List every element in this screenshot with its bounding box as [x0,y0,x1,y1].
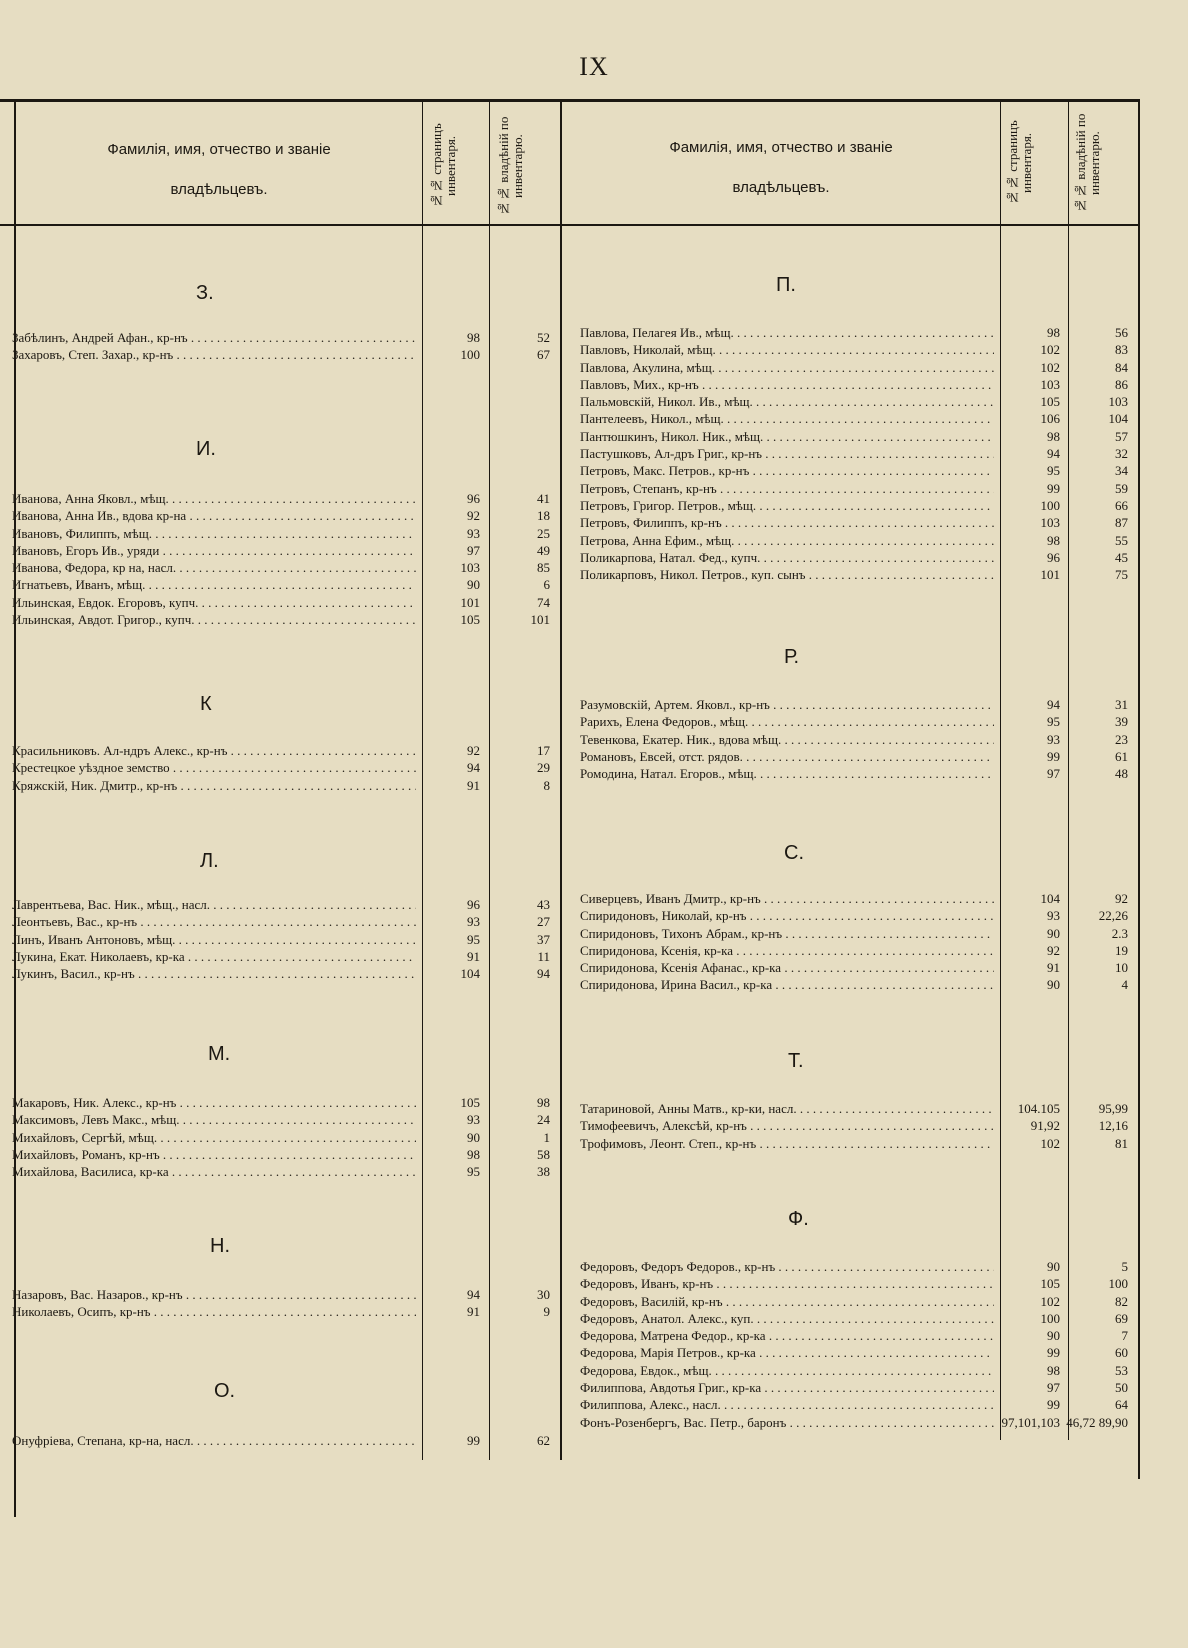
table-row [580,1258,1136,1275]
owner-name: Федоровъ, Василій, кр-нъ . . . [580,1293,994,1310]
inventory-page-number: 97,101,103 [1001,1414,1060,1430]
inventory-page-number: 91,92 [1030,1118,1060,1134]
holding-number: 66 [1115,497,1128,513]
table-row [12,1129,558,1146]
owner-name: Татариновой, Анны Матв., кр-ки, насл. . . . [580,1100,994,1117]
letter-heading-k: К [200,693,212,715]
table-row [12,742,558,759]
inventory-page-number: 91 [1047,960,1060,976]
table-row [580,1293,1136,1310]
inventory-page-number: 98 [1047,325,1060,340]
holding-number: 34 [1115,463,1128,479]
owner-name: Спиридоновъ, Тихонъ Абрам., кр-нъ . . . [580,925,994,942]
owner-name: Красильниковъ. Ал-ндръ Алекс., кр-нъ . . . [12,742,416,759]
holding-number: 98 [537,1095,550,1110]
owner-name: Лаврентьева, Вас. Ник., мѣщ., насл. . . . [12,896,416,913]
table-row [580,341,1136,358]
inventory-page-number: 98 [467,1146,480,1162]
holding-number: 85 [537,560,550,576]
table-row [580,549,1136,566]
table-row [580,890,1136,907]
holding-number: 46,72 89,90 [1066,1414,1128,1430]
inventory-page-number: 99 [1047,480,1060,496]
inventory-page-number: 94 [467,1287,480,1302]
owner-name: Крестецкое уѣздное земство . . . [12,759,416,776]
owner-name: Спиридоновъ, Николай, кр-нъ . . . [580,907,994,924]
letter-heading-i: И. [196,438,216,460]
holding-number: 100 [1108,1276,1128,1292]
left-owner-header: №№ владѣній по инвентарю. [496,116,525,216]
group-s [580,890,1136,994]
holding-number: 38 [537,1164,550,1180]
table-row [580,532,1136,549]
inventory-page-number: 92 [467,743,480,758]
owner-name: Федоровъ, Федоръ Федоров., кр-нъ . . . [580,1258,994,1275]
inventory-page-number: 106 [1040,411,1060,427]
table-row [580,1275,1136,1292]
holding-number: 23 [1115,731,1128,747]
table-row [12,525,558,542]
inventory-page-number: 91 [467,777,480,793]
owner-name: Линъ, Иванъ Антоновъ, мѣщ. . . . [12,931,416,948]
inventory-page-number: 96 [1047,549,1060,565]
group-f [580,1258,1136,1431]
holding-number: 69 [1115,1310,1128,1326]
table-row [12,1286,558,1303]
inventory-page-number: 99 [1047,1345,1060,1361]
table-row [580,462,1136,479]
owner-name: Филиппова, Авдотья Григ., кр-ка . . . [580,1379,994,1396]
inventory-page-number: 102 [1040,359,1060,375]
inventory-page-number: 99 [1047,1397,1060,1413]
owner-name: Спиридонова, Ксенія, кр-ка . . . [580,942,994,959]
page-number: IX [579,52,609,81]
table-row [580,696,1136,713]
table-row [12,559,558,576]
inventory-page-number: 99 [467,1433,480,1448]
group-m [12,1094,558,1180]
holding-number: 19 [1115,942,1128,958]
table-row [12,576,558,593]
holding-number: 9 [543,1304,550,1320]
holding-number: 45 [1115,549,1128,565]
owner-name: Спиридонова, Ирина Васил., кр-ка . . . [580,976,994,993]
holding-number: 57 [1115,428,1128,444]
table-row [12,965,558,982]
table-row [12,777,558,794]
table-row [580,1327,1136,1344]
letter-heading-o: О. [214,1380,236,1402]
right-margin-rule [1138,99,1140,1479]
inventory-page-number: 90 [1047,925,1060,941]
table-row [580,445,1136,462]
holding-number: 101 [530,612,550,628]
inventory-page-number: 92 [1047,942,1060,958]
table-row [12,329,558,346]
owner-name: Павловъ, Николай, мѣщ. . . . [580,341,994,358]
owner-name: Спиридонова, Ксенія Афанас., кр-ка . . . [580,959,994,976]
holding-number: 75 [1115,567,1128,583]
group-p [580,324,1136,583]
letter-heading-n: Н. [210,1235,230,1257]
inventory-page-number: 103 [460,560,480,576]
owner-name: Иванова, Анна Ив., вдова кр-на . . . [12,507,416,524]
owner-name: Иванова, Федора, кр на, насл. . . . [12,559,416,576]
table-row [580,1344,1136,1361]
owner-name: Ивановъ, Егоръ Ив., уряди . . . [12,542,416,559]
holding-number: 94 [537,966,550,982]
owner-name: Федоровъ, Иванъ, кр-нъ . . . [580,1275,994,1292]
table-row [580,1414,1136,1431]
inventory-page-number: 97 [467,542,480,558]
inventory-page-number: 97 [1047,1380,1060,1396]
table-row [12,346,558,363]
holding-number: 104 [1108,411,1128,427]
holding-number: 62 [537,1433,550,1448]
table-row [580,765,1136,782]
inventory-page-number: 90 [467,1129,480,1145]
holding-number: 31 [1115,697,1128,712]
inventory-page-number: 100 [1040,497,1060,513]
right-pages-header: №№ страницъ инвентаря. [1005,120,1034,206]
letter-heading-p: П. [776,274,796,296]
table-row [580,925,1136,942]
inventory-page-number: 105 [1040,394,1060,410]
holding-number: 22,26 [1098,908,1128,924]
holding-number: 41 [537,491,550,506]
owner-name: Поликарпова, Натал. Фед., купч. . . . [580,549,994,566]
inventory-page-number: 102 [1040,1135,1060,1151]
table-row [12,1094,558,1111]
table-row [12,1432,558,1449]
letter-heading-t: Т. [788,1050,804,1072]
holding-number: 86 [1115,376,1128,392]
inventory-page-number: 104 [460,966,480,982]
holding-number: 61 [1115,748,1128,764]
table-row [580,959,1136,976]
owner-name: Тимофеевичъ, Алексѣй, кр-нъ . . . [580,1117,994,1134]
holding-number: 1 [543,1129,550,1145]
inventory-page-number: 98 [1047,428,1060,444]
table-row [12,490,558,507]
inventory-page-number: 105 [460,1095,480,1110]
letter-heading-z: З. [196,282,214,304]
inventory-page-number: 92 [467,508,480,524]
owner-name: Тевенкова, Екатер. Ник., вдова мѣщ. . . . [580,731,994,748]
holding-number: 4 [1121,977,1128,993]
owner-name: Сиверцевъ, Иванъ Дмитр., кр-нъ . . . [580,890,994,907]
owner-name: Поликарповъ, Никол. Петров., куп. сынъ . . . [580,566,994,583]
inventory-page-number: 93 [1047,908,1060,924]
holding-number: 81 [1115,1135,1128,1151]
owner-name: Петровъ, Филиппъ, кр-нъ . . . [580,514,994,531]
owner-name: Петрова, Анна Ефим., мѣщ. . . . [580,532,994,549]
table-row [580,1135,1136,1152]
owner-name: Михайловъ, Сергѣй, мѣщ. . . . [12,1129,416,1146]
owner-name: Пальмовскій, Никол. Ив., мѣщ. . . . [580,393,994,410]
table-row [12,948,558,965]
holding-number: 27 [537,914,550,930]
inventory-page-number: 98 [467,330,480,345]
left-name-header-line1: Фамилія, имя, отчество и званіе [107,141,331,158]
inventory-page-number: 100 [460,347,480,363]
inventory-page-number: 99 [1047,748,1060,764]
table-row [580,359,1136,376]
holding-number: 58 [537,1146,550,1162]
header-bottom-rule [0,224,1140,226]
inventory-page-number: 104.105 [1017,1101,1060,1116]
inventory-page-number: 101 [460,594,480,610]
owner-name: Рарихъ, Елена Федоров., мѣщ. . . . [580,713,994,730]
table-row [580,1310,1136,1327]
owner-name: Ивановъ, Филиппъ, мѣщ. . . . [12,525,416,542]
inventory-page-number: 90 [1047,1328,1060,1344]
owner-name: Разумовскій, Артем. Яковл., кр-нъ . . . [580,696,994,713]
holding-number: 92 [1115,891,1128,906]
table-row [12,1163,558,1180]
table-row [12,611,558,628]
table-row [580,748,1136,765]
inventory-page-number: 90 [1047,1259,1060,1274]
owner-name: Лукинъ, Васил., кр-нъ . . . [12,965,416,982]
table-row [12,1303,558,1320]
owner-name: Павлова, Акулина, мѣщ. . . . [580,359,994,376]
holding-number: 55 [1115,532,1128,548]
center-divider [560,102,562,1460]
holding-number: 17 [537,743,550,758]
owner-name: Михайлова, Василиса, кр-ка . . . [12,1163,416,1180]
group-z [12,329,558,364]
owner-name: Федоровъ, Анатол. Алекс., куп. . . . [580,1310,994,1327]
inventory-page-number: 95 [1047,463,1060,479]
letter-heading-f: Ф. [788,1208,809,1230]
inventory-page-number: 94 [1047,446,1060,462]
holding-number: 39 [1115,714,1128,730]
owner-name: Романовъ, Евсей, отст. рядов. . . . [580,748,994,765]
inventory-page-number: 91 [467,948,480,964]
inventory-page-number: 98 [1047,1362,1060,1378]
table-row [12,594,558,611]
table-row [580,514,1136,531]
table-row [12,759,558,776]
letter-heading-m: М. [208,1043,231,1065]
owner-name: Онуфріева, Степана, кр-на, насл. . . . [12,1432,416,1449]
owner-name: Павловъ, Мих., кр-нъ . . . [580,376,994,393]
group-k [12,742,558,794]
owner-name: Фонъ-Розенбергъ, Вас. Петр., баронъ . . . [580,1414,994,1431]
table-row [580,1396,1136,1413]
table-row [12,542,558,559]
owner-name: Ильинская, Евдок. Егоровъ, купч. . . . [12,594,416,611]
table-row [580,731,1136,748]
holding-number: 95,99 [1098,1101,1128,1116]
table-row [12,931,558,948]
right-name-header-line1: Фамилія, имя, отчество и званіе [669,139,893,156]
table-row [580,1100,1136,1117]
owner-name: Лукина, Екат. Николаевъ, кр-ка . . . [12,948,416,965]
holding-number: 10 [1115,960,1128,976]
inventory-page-number: 96 [467,491,480,506]
holding-number: 12,16 [1098,1118,1128,1134]
table-top-rule [0,99,1140,102]
inventory-page-number: 98 [1047,532,1060,548]
holding-number: 59 [1115,480,1128,496]
holding-number: 18 [537,508,550,524]
table-row [580,907,1136,924]
left-pages-header: №№ страницъ инвентаря. [429,123,458,209]
holding-number: 83 [1115,342,1128,358]
letter-heading-s: С. [784,842,804,864]
group-o [12,1432,558,1449]
table-row [580,428,1136,445]
inventory-page-number: 93 [467,1112,480,1128]
group-n [12,1286,558,1321]
owner-name: Николаевъ, Осипъ, кр-нъ . . . [12,1303,416,1320]
table-row [580,566,1136,583]
owner-name: Игнатьевъ, Иванъ, мѣщ. . . . [12,576,416,593]
table-row [12,1146,558,1163]
holding-number: 60 [1115,1345,1128,1361]
table-row [580,1362,1136,1379]
inventory-page-number: 100 [1040,1310,1060,1326]
owner-name: Иванова, Анна Яковл., мѣщ. . . . [12,490,416,507]
holding-number: 56 [1115,325,1128,340]
holding-number: 84 [1115,359,1128,375]
table-row [580,1379,1136,1396]
inventory-page-number: 105 [1040,1276,1060,1292]
owner-name: Пантелеевъ, Никол., мѣщ. . . . [580,410,994,427]
group-l [12,896,558,982]
holding-number: 25 [537,525,550,541]
table-row [12,507,558,524]
holding-number: 5 [1121,1259,1128,1274]
holding-number: 50 [1115,1380,1128,1396]
holding-number: 103 [1108,394,1128,410]
owner-name: Филиппова, Алекс., насл. . . . [580,1396,994,1413]
owner-name: Ильинская, Авдот. Григор., купч. . . . [12,611,416,628]
table-row [580,713,1136,730]
table-row [580,1117,1136,1134]
owner-name: Леонтьевъ, Вас., кр-нъ . . . [12,913,416,930]
holding-number: 11 [537,948,550,964]
holding-number: 52 [537,330,550,345]
table-row [12,913,558,930]
holding-number: 82 [1115,1293,1128,1309]
holding-number: 48 [1115,766,1128,782]
owner-name: Забѣлинъ, Андрей Афан., кр-нъ . . . [12,329,416,346]
table-row [12,896,558,913]
inventory-page-number: 103 [1040,515,1060,531]
inventory-page-number: 104 [1040,891,1060,906]
owner-name: Кряжскій, Ник. Дмитр., кр-нъ . . . [12,777,416,794]
right-name-header-line2: владѣльцевъ. [732,179,830,196]
owner-name: Федорова, Марія Петров., кр-ка . . . [580,1344,994,1361]
group-r [580,696,1136,782]
holding-number: 30 [537,1287,550,1302]
inventory-page-number: 93 [467,525,480,541]
owner-name: Трофимовъ, Леонт. Степ., кр-нъ . . . [580,1135,994,1152]
group-t [580,1100,1136,1152]
holding-number: 87 [1115,515,1128,531]
holding-number: 29 [537,760,550,776]
inventory-page-number: 93 [1047,731,1060,747]
table-row [580,976,1136,993]
inventory-page-number: 95 [1047,714,1060,730]
owner-name: Петровъ, Григор. Петров., мѣщ. . . . [580,497,994,514]
holding-number: 32 [1115,446,1128,462]
letter-heading-l: Л. [200,850,219,872]
inventory-page-number: 103 [1040,376,1060,392]
table-row [580,376,1136,393]
inventory-page-number: 91 [467,1304,480,1320]
holding-number: 67 [537,347,550,363]
owner-name: Павлова, Пелагея Ив., мѣщ. . . . [580,324,994,341]
inventory-page-number: 102 [1040,342,1060,358]
inventory-page-number: 96 [467,897,480,912]
owner-name: Максимовъ, Левъ Макс., мѣщ. . . . [12,1111,416,1128]
holding-number: 53 [1115,1362,1128,1378]
group-i [12,490,558,628]
owner-name: Назаровъ, Вас. Назаров., кр-нъ . . . [12,1286,416,1303]
owner-name: Захаровъ, Степ. Захар., кр-нъ . . . [12,346,416,363]
inventory-page-number: 105 [460,612,480,628]
holding-number: 74 [537,594,550,610]
inventory-page-number: 95 [467,1164,480,1180]
left-name-header-line2: владѣльцевъ. [170,181,268,198]
owner-name: Федорова, Евдок., мѣщ. . . . [580,1362,994,1379]
inventory-page-number: 102 [1040,1293,1060,1309]
inventory-page-number: 97 [1047,766,1060,782]
letter-heading-r: Р. [784,646,800,668]
table-row [580,410,1136,427]
holding-number: 24 [537,1112,550,1128]
inventory-page-number: 94 [467,760,480,776]
owner-name: Пантюшкинъ, Никол. Ник., мѣщ. . . . [580,428,994,445]
owner-name: Федорова, Матрена Федор., кр-ка . . . [580,1327,994,1344]
holding-number: 37 [537,931,550,947]
inventory-page-number: 90 [1047,977,1060,993]
inventory-page-number: 101 [1040,567,1060,583]
owner-name: Ромодина, Натал. Егоров., мѣщ. . . . [580,765,994,782]
inventory-page-number: 94 [1047,697,1060,712]
table-row [580,942,1136,959]
holding-number: 43 [537,897,550,912]
right-owner-header: №№ владѣній по инвентарю. [1073,113,1102,213]
table-row [12,1111,558,1128]
owner-name: Петровъ, Макс. Петров., кр-нъ . . . [580,462,994,479]
table-row [580,480,1136,497]
holding-number: 2.3 [1111,925,1128,941]
holding-number: 49 [537,542,550,558]
owner-name: Петровъ, Степанъ, кр-нъ . . . [580,480,994,497]
table-row [580,324,1136,341]
owner-name: Пастушковъ, Ал-дръ Григ., кр-нъ . . . [580,445,994,462]
left-name-header [16,130,422,210]
holding-number: 8 [543,777,550,793]
holding-number: 7 [1121,1328,1128,1344]
holding-number: 6 [543,577,550,593]
holding-number: 64 [1115,1397,1128,1413]
table-row [580,393,1136,410]
inventory-page-number: 95 [467,931,480,947]
owner-name: Макаровъ, Ник. Алекс., кр-нъ . . . [12,1094,416,1111]
table-row [580,497,1136,514]
inventory-page-number: 90 [467,577,480,593]
inventory-page-number: 93 [467,914,480,930]
right-name-header [562,128,1000,208]
owner-name: Михайловъ, Романъ, кр-нъ . . . [12,1146,416,1163]
